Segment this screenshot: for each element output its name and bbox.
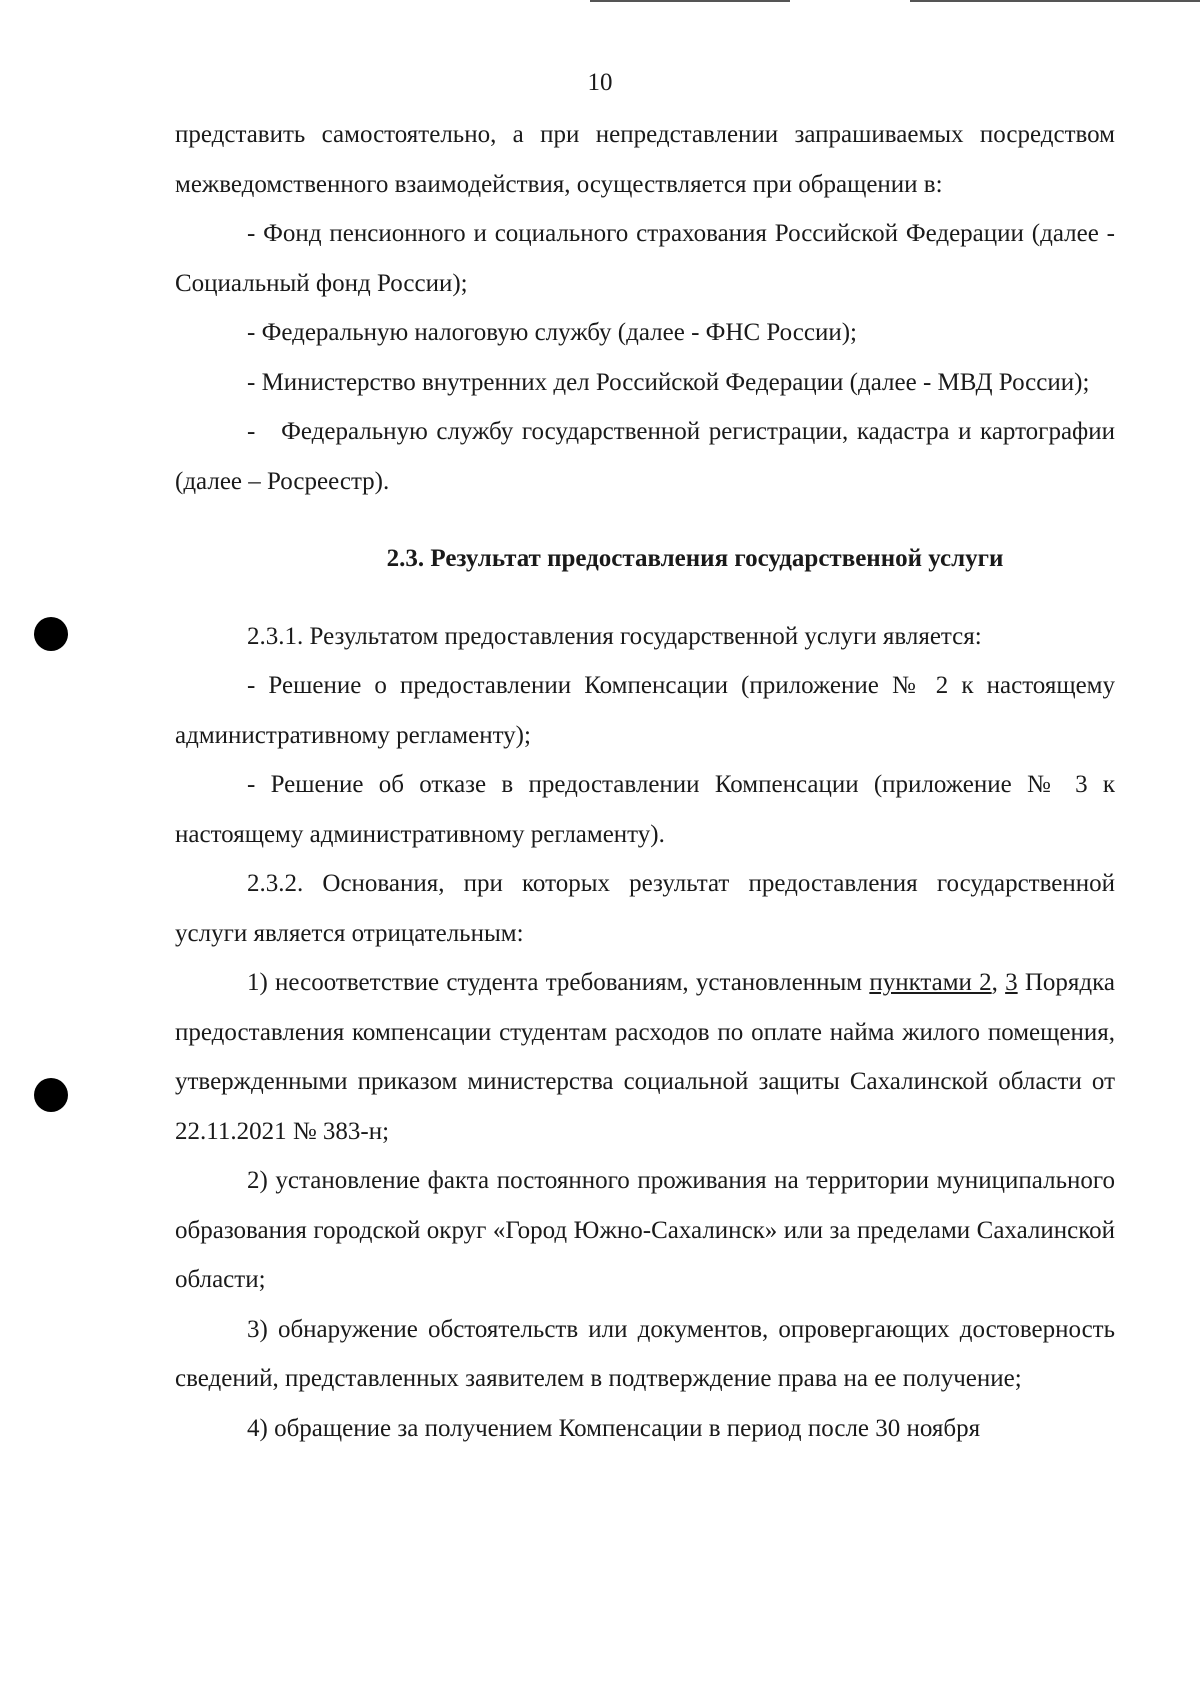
paragraph-text: Порядка предоставления компенсации студентам расходов по оплате найма жилого помещения, утвержденными приказом министерства социальной защиты Сахалинской области от 22.11.2021 № 383-н;	[175, 969, 1115, 1145]
hole-punch-mark	[34, 617, 68, 651]
paragraph: - Федеральную налоговую службу (далее - ФНС России);	[247, 319, 857, 346]
document-body	[175, 110, 1122, 1453]
section-heading: 2.3. Результат предоставления государственной услуги	[386, 545, 1004, 572]
paragraph: - Решение о предоставлении Компенсации (приложение № 2 к настоящему административному регламенту);	[175, 672, 1115, 749]
link-point-3[interactable]: 3	[1005, 969, 1018, 996]
paragraph: - Федеральную службу государственной регистрации, кадастра и картографии (далее – Росреестр).	[175, 418, 1122, 495]
page-number: 10	[587, 69, 613, 96]
paragraph: 2) установление факта постоянного проживания на территории муниципального образования городской округ «Город Южно-Сахалинск» или за пределами Сахалинской области;	[175, 1167, 1115, 1293]
paragraph: 2.3.1. Результатом предоставления государственной услуги является:	[247, 622, 982, 650]
paragraph: 3) обнаружение обстоятельств или документов, опровергающих достоверность сведений, представленных заявителем в подтверждение права на ее получение;	[175, 1315, 1115, 1392]
paragraph: - Фонд пенсионного и социального страхования Российской Федерации (далее - Социальный фонд России);	[175, 220, 1115, 297]
link-points[interactable]: пунктами 2	[869, 969, 992, 996]
paragraph-text: 1) несоответствие студента требованиям, установленным	[247, 969, 870, 996]
paragraph-text: ,	[991, 969, 1006, 996]
paragraph	[175, 958, 1115, 1156]
scan-artifact-line	[590, 0, 790, 2]
paragraph: - Министерство внутренних дел Российской Федерации (далее - МВД России);	[247, 368, 1090, 396]
paragraph: 4) обращение за получением Компенсации в период после 30 ноября	[247, 1414, 981, 1442]
paragraph: - Решение об отказе в предоставлении Компенсации (приложение № 3 к настоящему административному регламенту).	[175, 771, 1115, 848]
paragraph: 2.3.2. Основания, при которых результат предоставления государственной услуги является отрицательным:	[175, 870, 1115, 947]
hole-punch-mark	[34, 1078, 68, 1112]
paragraph: представить самостоятельно, а при непредставлении запрашиваемых посредством межведомственного взаимодействия, осуществляется при обращении в:	[175, 121, 1115, 198]
scan-artifact-line	[910, 0, 1200, 2]
